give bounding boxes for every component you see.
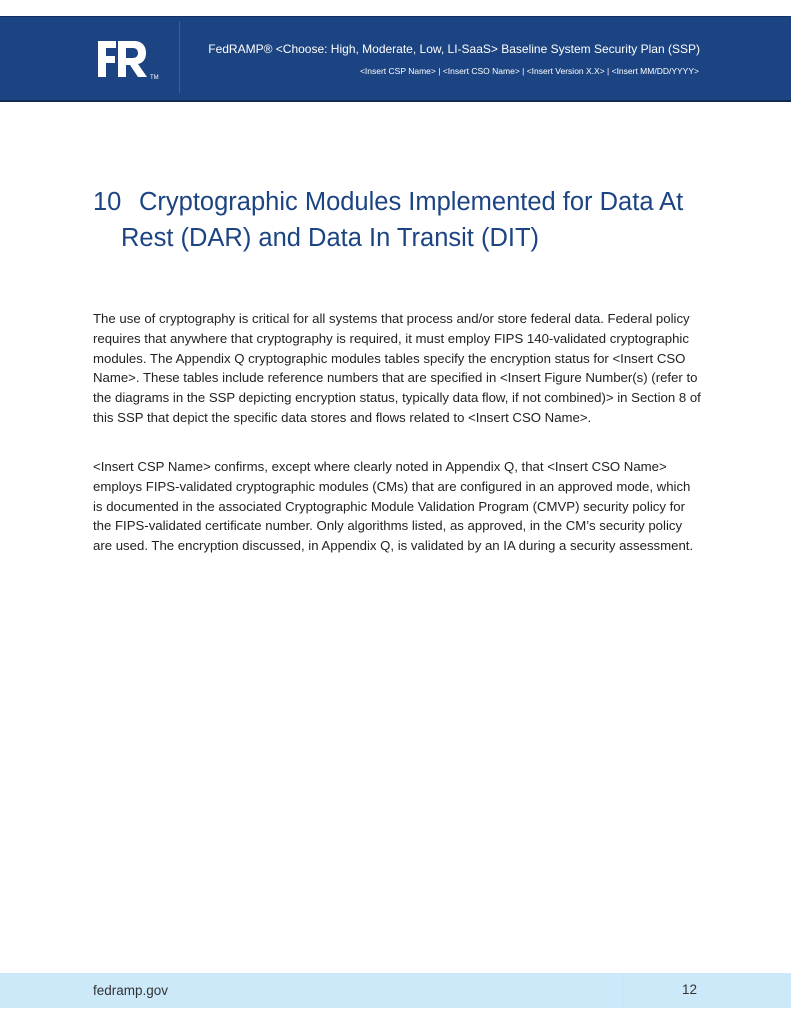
section-number: 10	[93, 188, 122, 216]
page-header	[0, 16, 791, 102]
section-heading	[93, 184, 713, 256]
document-title: FedRAMP® <Choose: High, Moderate, Low, LI-SaaS> Baseline System Security Plan (SSP)	[208, 42, 700, 56]
page-number: 12	[682, 982, 698, 997]
page-footer	[0, 973, 791, 1008]
footer-divider	[622, 973, 623, 1008]
svg-text:TM: TM	[150, 75, 159, 81]
body-paragraph: <Insert CSP Name> confirms, except where clearly noted in Appendix Q, that <Insert CSO Name> employs FIPS-validated cryptographic modules (CMs) that are configured in an approved mode, which is documented in the associated Cryptographic Module Validation Program (CMVP) security policy for the FIPS-validated certificate number. Only algorithms listed, as approved, in the CM’s security policy are used. The encryption discussed, in Appendix Q, is validated by an IA during a security assessment.	[93, 459, 694, 553]
footer-site-link[interactable]: fedramp.gov	[93, 983, 169, 998]
section-title-line2: Rest (DAR) and Data In Transit (DIT)	[121, 224, 540, 252]
section-title-line1: Cryptographic Modules Implemented for Data At	[139, 188, 684, 216]
header-divider	[179, 21, 180, 93]
document-subtitle: <Insert CSP Name> | <Insert CSO Name> | <Insert Version X.X> | <Insert MM/DD/YYYY>	[359, 66, 699, 76]
body-paragraph: The use of cryptography is critical for all systems that process and/or store federal data. Federal policy requires that anywhere that cryptography is required, it must employ FIPS 140-validated cryptographic modules. The Appendix Q cryptographic modules tables specify the encryption status for <Insert CSO Name>. These tables include reference numbers that are specified in <Insert Figure Number(s) (refer to the diagrams in the SSP depicting encryption status, typically data flow, if not combined)> in Section 8 of this SSP that depict the specific data stores and flows related to <Insert CSO Name>.	[93, 311, 701, 425]
fedramp-logo-icon	[96, 39, 166, 85]
